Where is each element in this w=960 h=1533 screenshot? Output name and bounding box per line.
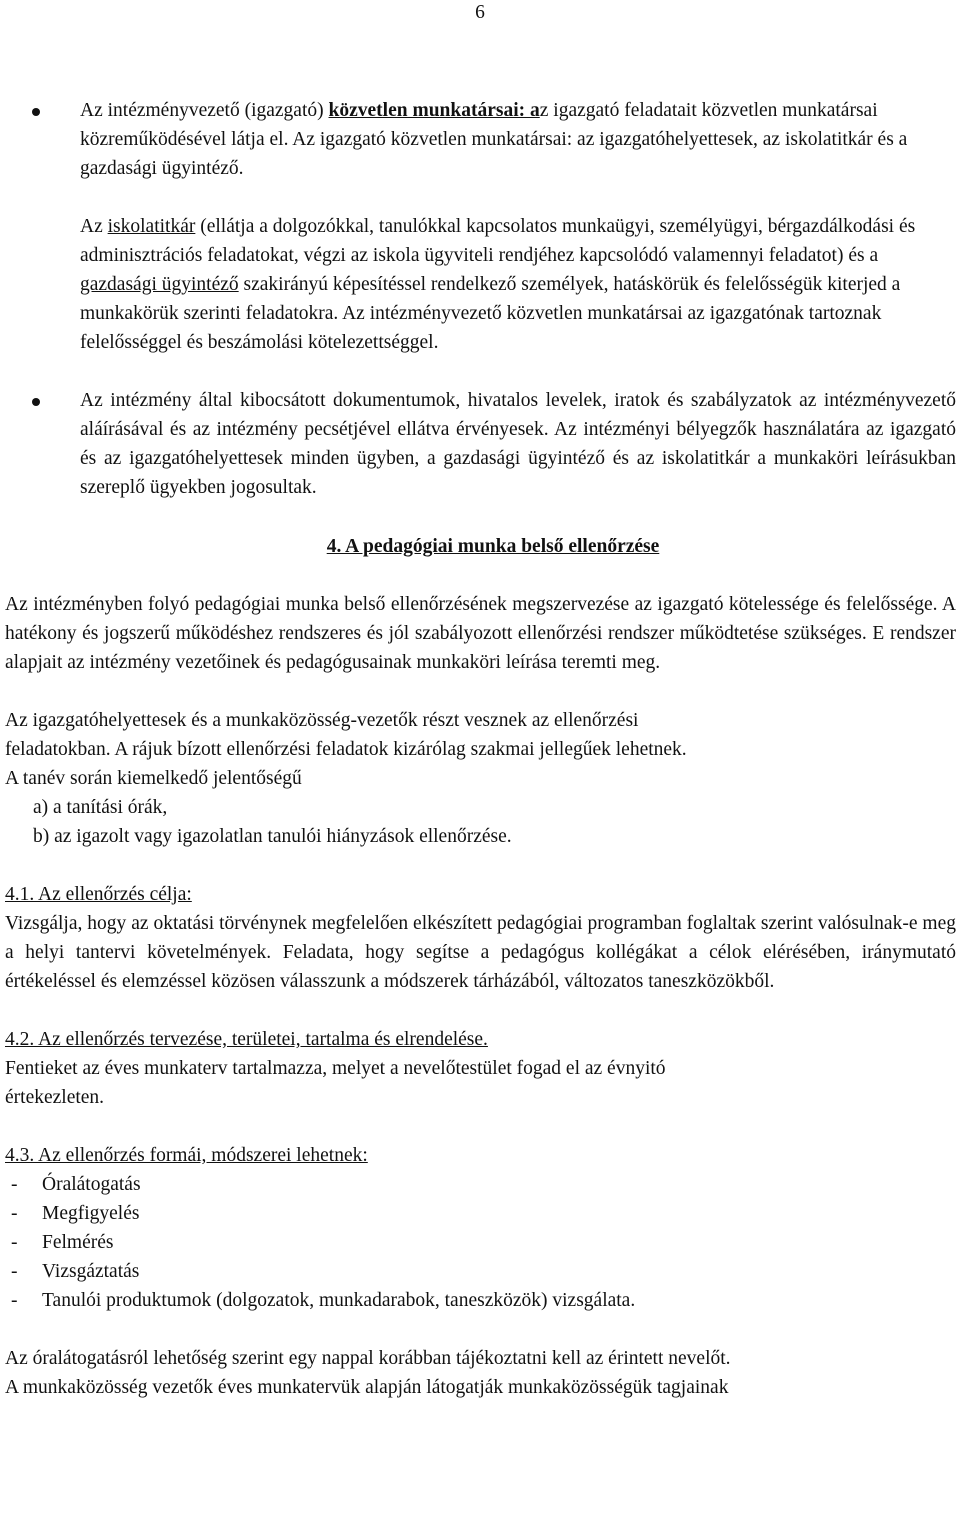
list-item-text: Felmérés (42, 1232, 114, 1253)
bullet-dot-icon (32, 108, 40, 116)
section-4-1-heading: 4.1. Az ellenőrzés célja: (5, 884, 192, 905)
list-item: - Tanulói produktumok (dolgozatok, munkadarabok, taneszközök) vizsgálata. (11, 1290, 636, 1311)
section-4-paragraph-2 (0, 706, 956, 851)
text-line: Az igazgatóhelyettesek és a munkaközösség-vezetők részt vesznek az ellenőrzési (5, 710, 639, 731)
bullet-dot-icon (32, 398, 40, 406)
section-4-2-heading: 4.2. Az ellenőrzés tervezése, területei, tartalma és elrendelése. (5, 1029, 488, 1050)
list-item: - Megfigyelés (11, 1203, 140, 1224)
text-line: A tanév során kiemelkedő jelentőségű (5, 768, 302, 789)
text-line: Az óralátogatásról lehetőség szerint egy nappal korábban tájékoztatni kell az érintett nevelőt. (5, 1348, 731, 1369)
section-4-2 (0, 1025, 956, 1112)
section-4-1 (0, 880, 956, 996)
bullet-item-direct-colleagues (0, 96, 956, 357)
text-span: Az intézményvezető (igazgató) (80, 100, 329, 121)
list-item: - Felmérés (11, 1232, 114, 1253)
list-item: a) a tanítási órák, (33, 797, 168, 818)
text-line: értekezleten. (5, 1087, 105, 1108)
paragraph-documents: Az intézmény által kibocsátott dokumentumok, hivatalos levelek, iratok és szabályzatok az intézményvezető aláírásával és az intézmény pecsétjével ellátva érvényesek. Az intézményi bélyegzők használatára az igazgató és az igazgatóhelyettesek minden ügyben, a gazdasági ügyintéző és az iskolatitkár a munkaköri leírásukban szereplő ügyekben jogosultak. (80, 390, 956, 498)
text-span: (ellátja a dolgozókkal, tanulókkal kapcsolatos munkaügyi, személyügyi, bérgazdálkodási és adminisztrációs feladatokat, végzi az iskola ügyviteli rendjéhez kapcsolódó valamennyi feladatot) és a (80, 216, 916, 266)
closing-paragraph (0, 1344, 956, 1402)
section-4-1-text: Vizsgálja, hogy az oktatási törvénynek megfelelően elkészített pedagógiai programban foglaltak szerint valósulnak-e meg a helyi tantervi követelmények. Feladata, hogy segítse a pedagógus kollégákat a célok elérésében, iránymutató értékeléssel és elemzéssel közösen válasszunk a módszerek tárházából, változatos taneszközökből. (5, 913, 956, 992)
list-item-text: Megfigyelés (42, 1203, 140, 1224)
list-item-text: Vizsgáztatás (42, 1261, 140, 1282)
paragraph-direct-colleagues (80, 96, 956, 183)
section-4-3 (0, 1141, 956, 1315)
underlined-term: közvetlen munkatársai: a (328, 100, 540, 121)
text-line: Fentieket az éves munkaterv tartalmazza, melyet a nevelőtestület fogad el az évnyitó (5, 1058, 666, 1079)
bullet-item-documents (0, 386, 956, 502)
list-item: - Vizsgáztatás (11, 1261, 140, 1282)
document-body (0, 96, 956, 1402)
text-line: feladatokban. A rájuk bízott ellenőrzési feladatok kizárólag szakmai jellegűek lehetnek. (5, 739, 687, 760)
underlined-term: iskolatitkár (107, 216, 196, 237)
text-span: z igazgató feladatait közvetlen munkatársai közreműködésével látja el. Az igazgató közvetlen munkatársai: az igazgatóhelyettesek, az iskolatitkár és a gazdasági ügyintéző. (80, 100, 908, 179)
text-span: Az (80, 216, 108, 237)
underlined-term: gazdasági ügyintéző (80, 274, 239, 295)
list-item-text: Óralátogatás (42, 1174, 141, 1195)
paragraph-school-secretary (80, 212, 956, 357)
page-number: 6 (475, 2, 485, 23)
section-4-paragraph-1: Az intézményben folyó pedagógiai munka belső ellenőrzésének megszervezése az igazgató kötelessége és felelőssége. A hatékony és jogszerű működéshez rendszeres és jól szabályozott ellenőrzési rendszer működtetése szükséges. E rendszer alapjait az intézmény vezetőinek és pedagógusainak munkaköri leírása teremti meg. (5, 594, 956, 673)
text-line: A munkaközösség vezetők éves munkatervük alapján látogatják munkaközösségük tagjainak (5, 1377, 729, 1398)
text-span: szakirányú képesítéssel rendelkező személyek, hatáskörük és felelősségük kiterjed a munkakörük szerinti feladatokra. Az intézményvezető közvetlen munkatársai az igazgatónak tartoznak felelősséggel és beszámolási kötelezettséggel. (80, 274, 901, 353)
list-item-text: Tanulói produktumok (dolgozatok, munkadarabok, taneszközök) vizsgálata. (42, 1290, 636, 1311)
section-4-heading: 4. A pedagógiai munka belső ellenőrzése (326, 536, 660, 557)
list-item: b) az igazolt vagy igazolatlan tanulói hiányzások ellenőrzése. (33, 826, 512, 847)
section-4-3-heading: 4.3. Az ellenőrzés formái, módszerei lehetnek: (5, 1145, 368, 1166)
list-item: - Óralátogatás (11, 1174, 141, 1195)
